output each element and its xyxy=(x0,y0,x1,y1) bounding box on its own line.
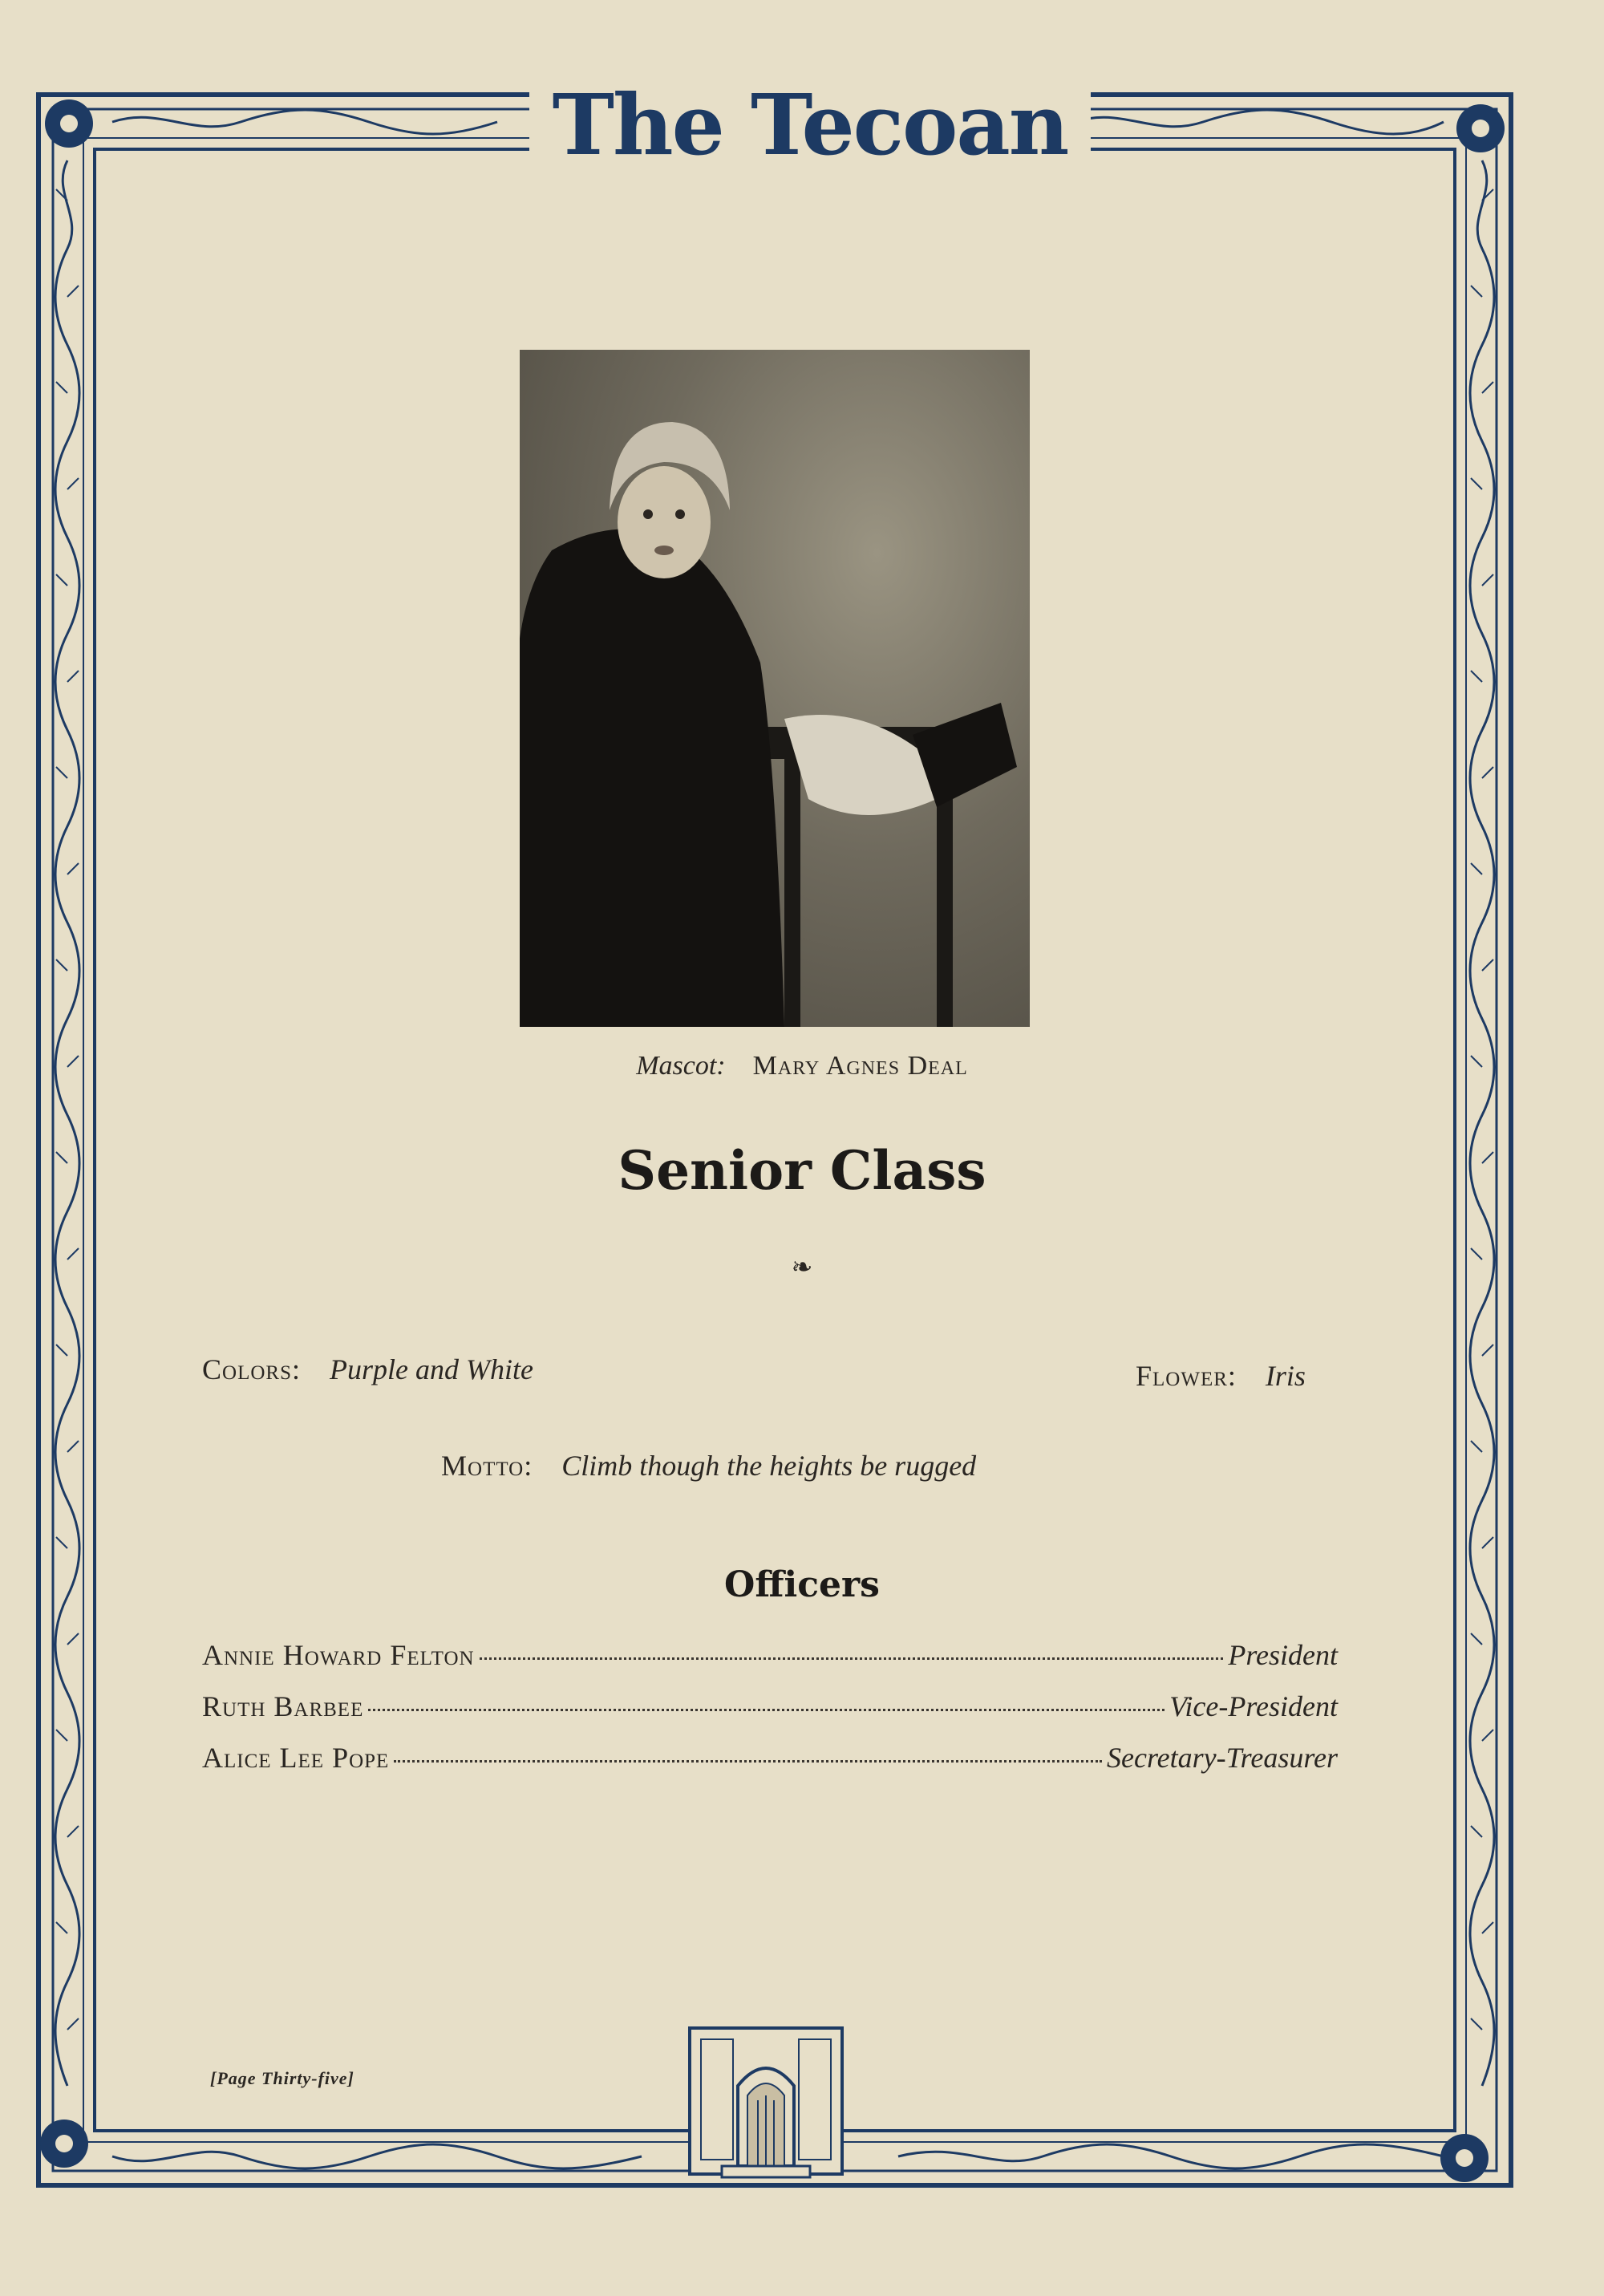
officer-role: Secretary-Treasurer xyxy=(1107,1742,1338,1774)
officer-role: President xyxy=(1228,1639,1338,1671)
mascot-caption xyxy=(481,1051,1123,1081)
officer-name: Annie Howard Felton xyxy=(202,1639,475,1671)
dot-leader xyxy=(394,1759,1102,1763)
officer-role: Vice-President xyxy=(1169,1690,1338,1722)
officer-row xyxy=(202,1638,1338,1677)
section-title: Senior Class xyxy=(618,1139,986,1202)
officer-row xyxy=(202,1741,1338,1779)
dot-leader xyxy=(368,1708,1165,1711)
dot-leader xyxy=(480,1657,1224,1660)
mascot-name: Mary Agnes Deal xyxy=(752,1051,968,1081)
colors-value: Purple and White xyxy=(329,1353,533,1385)
motto-label: Motto: xyxy=(441,1450,533,1482)
mascot-label: Mascot: xyxy=(636,1051,726,1081)
child-figure xyxy=(520,350,1030,1027)
officers-heading: Officers xyxy=(724,1564,880,1605)
motto-line xyxy=(441,1449,976,1483)
flower-line xyxy=(1136,1359,1306,1393)
flower-label: Flower: xyxy=(1136,1360,1237,1392)
colors-label: Colors: xyxy=(202,1353,301,1385)
leaf-ornament-icon: ❧ xyxy=(791,1252,813,1281)
flower-value: Iris xyxy=(1265,1360,1306,1392)
officer-name: Alice Lee Pope xyxy=(202,1742,390,1774)
officer-name: Ruth Barbee xyxy=(202,1690,364,1722)
page-number: [Page Thirty-five] xyxy=(210,2068,354,2088)
officer-row xyxy=(202,1690,1338,1728)
mascot-photo xyxy=(520,350,1030,1027)
motto-value: Climb though the heights be rugged xyxy=(561,1450,977,1482)
masthead-title: The Tecoan xyxy=(529,83,1091,167)
colors-line xyxy=(202,1353,533,1386)
doorway-emblem xyxy=(690,2028,842,2177)
